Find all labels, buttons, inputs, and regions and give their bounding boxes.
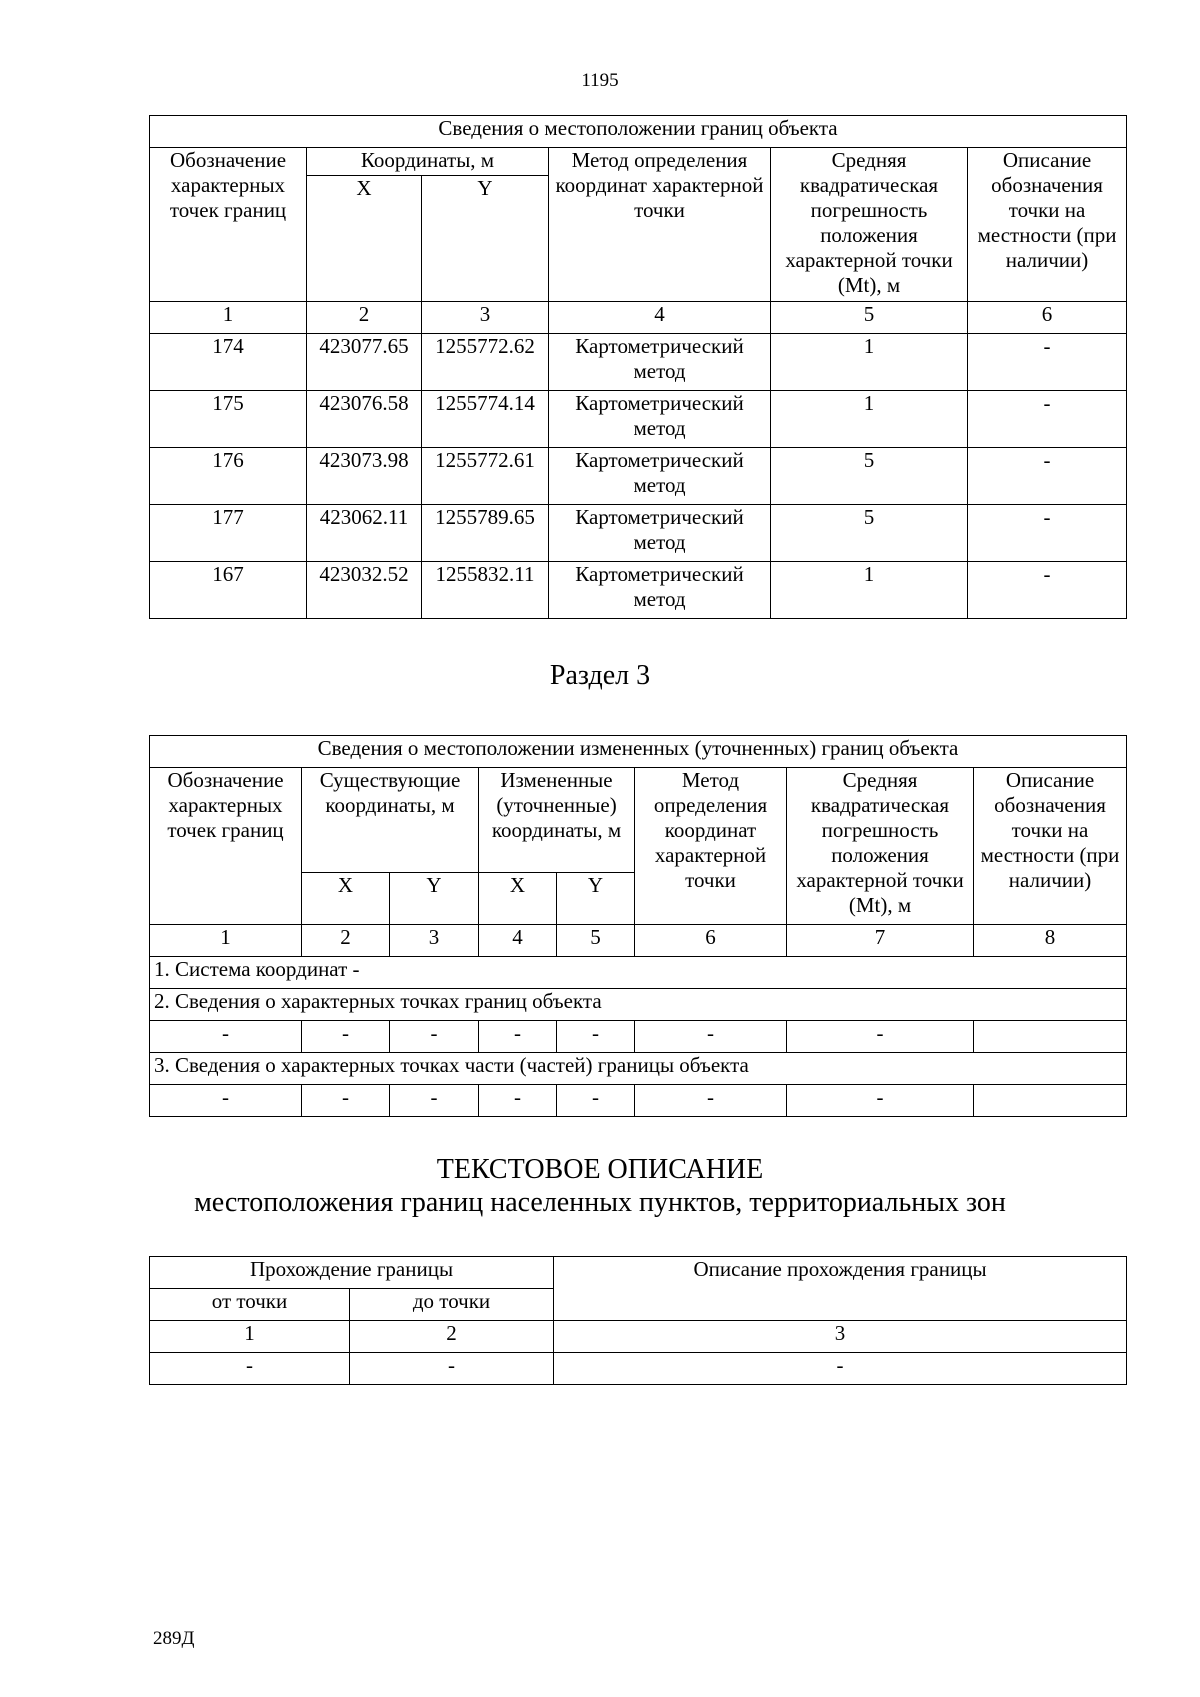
y-cell: 1255774.14: [422, 391, 549, 448]
table-row: [150, 1021, 1127, 1053]
points-section-heading: 2. Сведения о характерных точках границ объекта: [150, 989, 1127, 1021]
section-title: Раздел 3: [549, 660, 651, 691]
table3-header-to: до точки: [350, 1289, 554, 1321]
table2-header-error: Средняя квадратическая погрешность положения характерной точки (Mt), м: [787, 768, 974, 925]
table2-col-number: 1: [150, 925, 302, 957]
table2-caption: Сведения о местоположении измененных (уточненных) границ объекта: [150, 736, 1127, 768]
point-cell: 174: [150, 334, 307, 391]
method-cell: Картометрический метод: [549, 334, 771, 391]
x-cell: 423032.52: [307, 562, 422, 619]
table1-col-number: 4: [549, 302, 771, 334]
table2-col-number: 6: [635, 925, 787, 957]
table1-header-description: Описание обозначения точки на местности (при наличии): [968, 148, 1127, 302]
point-cell: 177: [150, 505, 307, 562]
table2-header-method: Метод определения координат характерной точки: [635, 768, 787, 925]
desc-cell: -: [968, 391, 1127, 448]
y-cell: 1255772.62: [422, 334, 549, 391]
error-cell: 1: [771, 391, 968, 448]
desc-cell: -: [968, 448, 1127, 505]
table1-header-point: Обозначение характерных точек границ: [150, 148, 307, 302]
table1-col-number: 5: [771, 302, 968, 334]
changed-boundary-table: [149, 735, 1127, 1117]
method-cell: Картометрический метод: [549, 391, 771, 448]
empty-cell: [974, 1085, 1127, 1117]
table3-col-number: 1: [150, 1321, 350, 1353]
table2-header-changed: Измененные (уточненные) координаты, м: [479, 768, 635, 873]
dash-cell: -: [635, 1021, 787, 1053]
table2-header-y: Y: [557, 873, 635, 925]
parts-section-heading: 3. Сведения о характерных точках части (частей) границы объекта: [150, 1053, 1127, 1085]
table2-header-description: Описание обозначения точки на местности (при наличии): [974, 768, 1127, 925]
dash-cell: -: [479, 1085, 557, 1117]
error-cell: 5: [771, 505, 968, 562]
table3-header-from: от точки: [150, 1289, 350, 1321]
method-cell: Картометрический метод: [549, 505, 771, 562]
desc-cell: -: [968, 334, 1127, 391]
table3-header-passage: Прохождение границы: [150, 1257, 554, 1289]
point-cell: 175: [150, 391, 307, 448]
dash-cell: -: [635, 1085, 787, 1117]
table2-col-number: 2: [302, 925, 390, 957]
table1-caption: Сведения о местоположении границ объекта: [150, 116, 1127, 148]
boundary-points-table: [149, 115, 1127, 619]
table1-col-number: 2: [307, 302, 422, 334]
text-description-title: [0, 1153, 1200, 1219]
table-row: [150, 1353, 1127, 1385]
x-cell: 423073.98: [307, 448, 422, 505]
table2-header-x: X: [302, 873, 390, 925]
table1-header-y: Y: [422, 176, 549, 302]
error-cell: 5: [771, 448, 968, 505]
dash-cell: -: [350, 1353, 554, 1385]
footer-code: 289Д: [153, 1628, 195, 1649]
error-cell: 1: [771, 562, 968, 619]
dash-cell: -: [150, 1021, 302, 1053]
error-cell: 1: [771, 334, 968, 391]
table3-col-number: 3: [554, 1321, 1127, 1353]
text-description-heading: ТЕКСТОВОЕ ОПИСАНИЕ: [436, 1154, 764, 1185]
table-row: [150, 1085, 1127, 1117]
boundary-passage-table: [149, 1256, 1127, 1385]
dash-cell: -: [787, 1085, 974, 1117]
point-cell: 176: [150, 448, 307, 505]
dash-cell: -: [554, 1353, 1127, 1385]
dash-cell: -: [302, 1085, 390, 1117]
dash-cell: -: [302, 1021, 390, 1053]
table-row: [150, 391, 1127, 448]
table1-col-number: 1: [150, 302, 307, 334]
table2-col-number: 4: [479, 925, 557, 957]
table2-header-point: Обозначение характерных точек границ: [150, 768, 302, 925]
desc-cell: -: [968, 505, 1127, 562]
dash-cell: -: [390, 1085, 479, 1117]
table2-col-number: 3: [390, 925, 479, 957]
table2-header-x: X: [479, 873, 557, 925]
table3-header-description: Описание прохождения границы: [554, 1257, 1127, 1321]
dash-cell: -: [479, 1021, 557, 1053]
table-row: [150, 448, 1127, 505]
table3-col-number: 2: [350, 1321, 554, 1353]
dash-cell: -: [150, 1353, 350, 1385]
dash-cell: -: [390, 1021, 479, 1053]
dash-cell: -: [557, 1085, 635, 1117]
method-cell: Картометрический метод: [549, 448, 771, 505]
table2-header-y: Y: [390, 873, 479, 925]
empty-cell: [974, 1021, 1127, 1053]
table1-col-number: 6: [968, 302, 1127, 334]
table2-header-existing: Существующие координаты, м: [302, 768, 479, 873]
table2-col-number: 8: [974, 925, 1127, 957]
table-row: [150, 562, 1127, 619]
table1-header-error: Средняя квадратическая погрешность положения характерной точки (Mt), м: [771, 148, 968, 302]
table2-col-number: 7: [787, 925, 974, 957]
coordinate-system-row: 1. Система координат -: [150, 957, 1127, 989]
table1-header-coords: Координаты, м: [307, 148, 549, 176]
dash-cell: -: [150, 1085, 302, 1117]
y-cell: 1255832.11: [422, 562, 549, 619]
x-cell: 423062.11: [307, 505, 422, 562]
text-description-subheading: местоположения границ населенных пунктов, территориальных зон: [194, 1187, 1006, 1218]
table1-header-x: X: [307, 176, 422, 302]
table-row: [150, 505, 1127, 562]
table1-header-method: Метод определения координат характерной точки: [549, 148, 771, 302]
point-cell: 167: [150, 562, 307, 619]
method-cell: Картометрический метод: [549, 562, 771, 619]
y-cell: 1255789.65: [422, 505, 549, 562]
dash-cell: -: [787, 1021, 974, 1053]
table1-col-number: 3: [422, 302, 549, 334]
page-number: 1195: [581, 70, 619, 91]
desc-cell: -: [968, 562, 1127, 619]
y-cell: 1255772.61: [422, 448, 549, 505]
dash-cell: -: [557, 1021, 635, 1053]
table-row: [150, 334, 1127, 391]
x-cell: 423076.58: [307, 391, 422, 448]
table2-col-number: 5: [557, 925, 635, 957]
x-cell: 423077.65: [307, 334, 422, 391]
